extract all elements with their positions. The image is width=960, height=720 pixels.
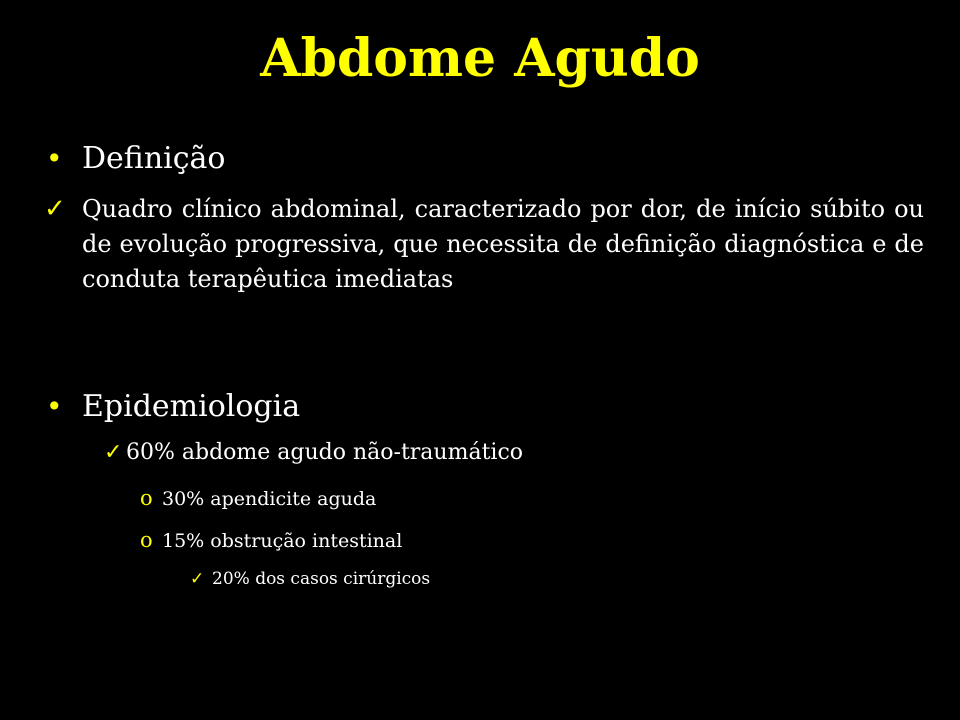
circle-bullet-icon: o [140, 486, 153, 510]
checkmark-icon: ✓ [104, 440, 123, 465]
subitem-text: 30% apendicite aguda [162, 488, 377, 510]
definition-text: Quadro clínico abdominal, caracterizado por dor, de início súbito ou de evolução progressiva, que necessita de definição diagnóstica e de conduta terapêutica imediatas [82, 195, 924, 293]
section-heading-epidemiologia: Epidemiologia [82, 389, 301, 424]
bullet-dot-icon: • [46, 390, 63, 423]
bullet-dot-icon: • [46, 142, 63, 175]
circle-bullet-icon: o [140, 528, 153, 552]
slide-title: Abdome Agudo [260, 28, 700, 89]
checkmark-icon: ✓ [44, 194, 66, 224]
deep-item-text: 20% dos casos cirúrgicos [212, 569, 431, 589]
epidemiology-item-text: 60% abdome agudo não-traumático [126, 440, 524, 465]
subitem-text: 15% obstrução intestinal [162, 530, 403, 552]
checkmark-icon: ✓ [190, 569, 205, 589]
section-heading-definicao: Definição [82, 141, 226, 176]
